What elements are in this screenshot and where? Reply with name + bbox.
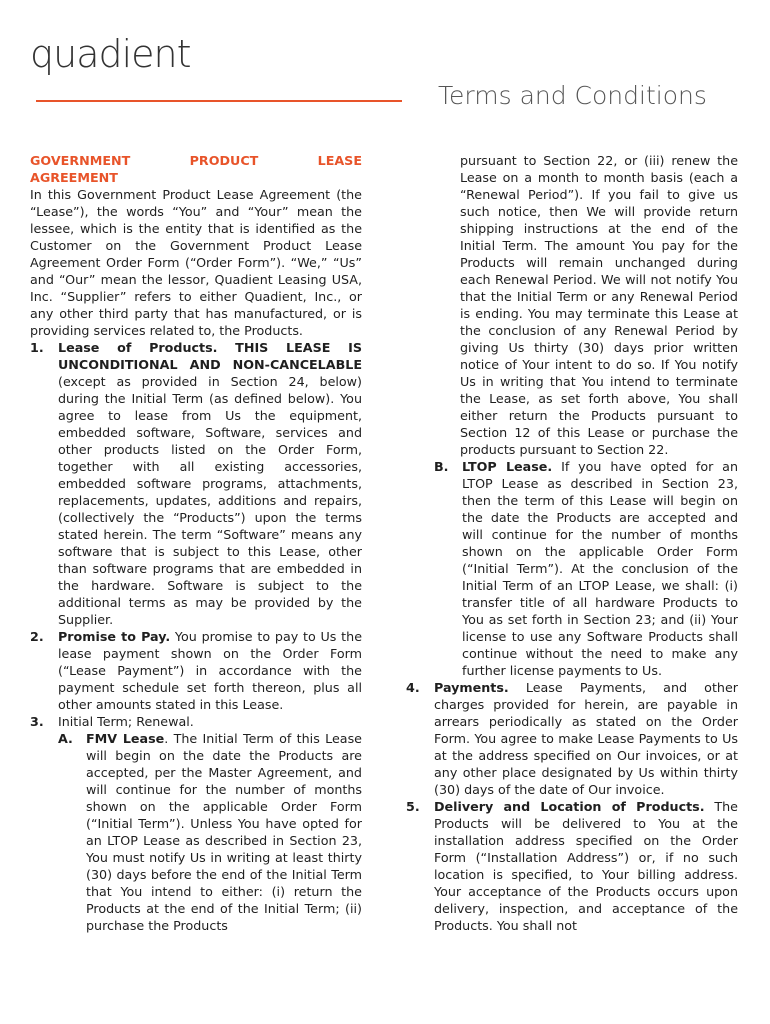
page-title: Terms and Conditions: [438, 81, 707, 110]
left-column: [30, 152, 362, 934]
subsection-title: LTOP Lease.: [462, 459, 553, 474]
header-rule: [36, 100, 402, 102]
section-text: You promise to pay to Us the lease payment shown on the Order Form (“Lease Payment”) in accordance with the payment schedule set forth thereon, plus all other amounts stated in this Lease.: [58, 629, 363, 712]
subsection-letter: B.: [434, 459, 449, 474]
section-3a-continued: pursuant to Section 22, or (iii) renew the Lease on a month to month basis (each a “Renewal Period”). If you fail to give us such notice, then We will provide return shipping instructions at the end of the Initial Term. The amount You pay for the Products will remain unchanged during each Renewal Period. We will not notify You that the Initial Term or any Renewal Period is ending. You may terminate this Lease at the conclusion of any Renewal Period by giving Us thirty (30) days prior written notice of Your intent to do so. If You notify Us in writing that You intend to terminate the Lease, as set forth above, You shall either return the Products pursuant to Section 12 of this Lease or purchase the products pursuant to Section 22.: [460, 153, 738, 457]
section-5: [406, 798, 738, 934]
section-number: 4.: [406, 680, 420, 695]
section-text: The Products will be delivered to You at the installation address specified on the Order Form (“Installation Address”) or, if no such location is specified, to Your billing address. Your acceptance of the Products occurs upon delivery, inspection, and acceptance of the Products. You shall not: [434, 799, 738, 933]
agreement-heading-line1: GOVERNMENT PRODUCT LEASE: [30, 153, 362, 168]
section-2: [30, 628, 362, 713]
section-title: Initial Term; Renewal.: [58, 714, 194, 729]
section-title: Promise to Pay.: [58, 629, 171, 644]
section-title: Lease of Products. THIS LEASE IS UNCONDITIONAL AND NON-CANCELABLE: [58, 340, 362, 372]
section-title: Delivery and Location of Products.: [434, 799, 705, 814]
section-text: (except as provided in Section 24, below) during the Initial Term (as defined below). You agree to lease from Us the equipment, embedded software, Software, services and other products listed on the Order Form, together with all existing accessories, embedded software programs, attachments, replacements, updates, additions and repairs, (collectively the “Products”) upon the terms stated herein. The term “Software” means any software that is subject to this Lease, other than software programs that are embedded in the hardware. Software is subject to the additional terms as may be provided by the Supplier.: [58, 374, 362, 627]
subsection-text: If you have opted for an LTOP Lease as described in Section 23, then the term of this Lease will begin on the date the Products are accepted and will continue for the number of months shown on the applicable Order Form (“Initial Term”). At the conclusion of the Initial Term of an LTOP Lease, we shall: (i) transfer title of all hardware Products to You as set forth in Section 23; and (ii) Your license to use any Software Products shall continue without the need to make any further license payments to Us.: [462, 459, 738, 678]
logo-text: quadient: [30, 32, 191, 76]
section-number: 3.: [30, 714, 44, 729]
section-number: 2.: [30, 629, 44, 644]
section-1: [30, 339, 362, 628]
section-title: Payments.: [434, 680, 509, 695]
section-3: [30, 713, 362, 934]
section-4: [406, 679, 738, 798]
section-number: 5.: [406, 799, 420, 814]
section-3a: [58, 730, 362, 934]
section-number: 1.: [30, 340, 44, 355]
right-column: [406, 152, 738, 934]
subsection-title: FMV Lease: [86, 731, 165, 746]
agreement-heading-line2: AGREEMENT: [30, 170, 118, 185]
section-3b: [406, 458, 738, 679]
subsection-letter: A.: [58, 731, 73, 746]
subsection-text: . The Initial Term of this Lease will begin on the date the Products are accepted, per the Master Agreement, and will continue for the number of months shown on the applicable Order Form (“Initial Term”). Unless You have opted for an LTOP Lease as described in Section 23, You must notify Us in writing at least thirty (30) days before the end of the Initial Term that You intend to either: (i) return the Products at the end of the Initial Term; (ii) purchase the Products: [86, 731, 362, 933]
quadient-logo: [30, 32, 191, 76]
section-text: Lease Payments, and other charges provided for herein, are payable in arrears periodically as stated on the Order Form. You agree to make Lease Payments to Us at the address specified on Our invoices, or at any other place designated by Us within thirty (30) days of the date of Our invoice.: [434, 680, 738, 797]
intro-paragraph: In this Government Product Lease Agreement (the “Lease”), the words “You” and “Your” mean the lessee, which is the entity that is identified as the Customer on the Government Product Lease Agreement Order Form (“Order Form”). “We,” “Us” and “Our” mean the lessor, Quadient Leasing USA, Inc. “Supplier” refers to either Quadient, Inc., or any other third party that has manufactured, or is providing services related to, the Products.: [30, 187, 362, 338]
